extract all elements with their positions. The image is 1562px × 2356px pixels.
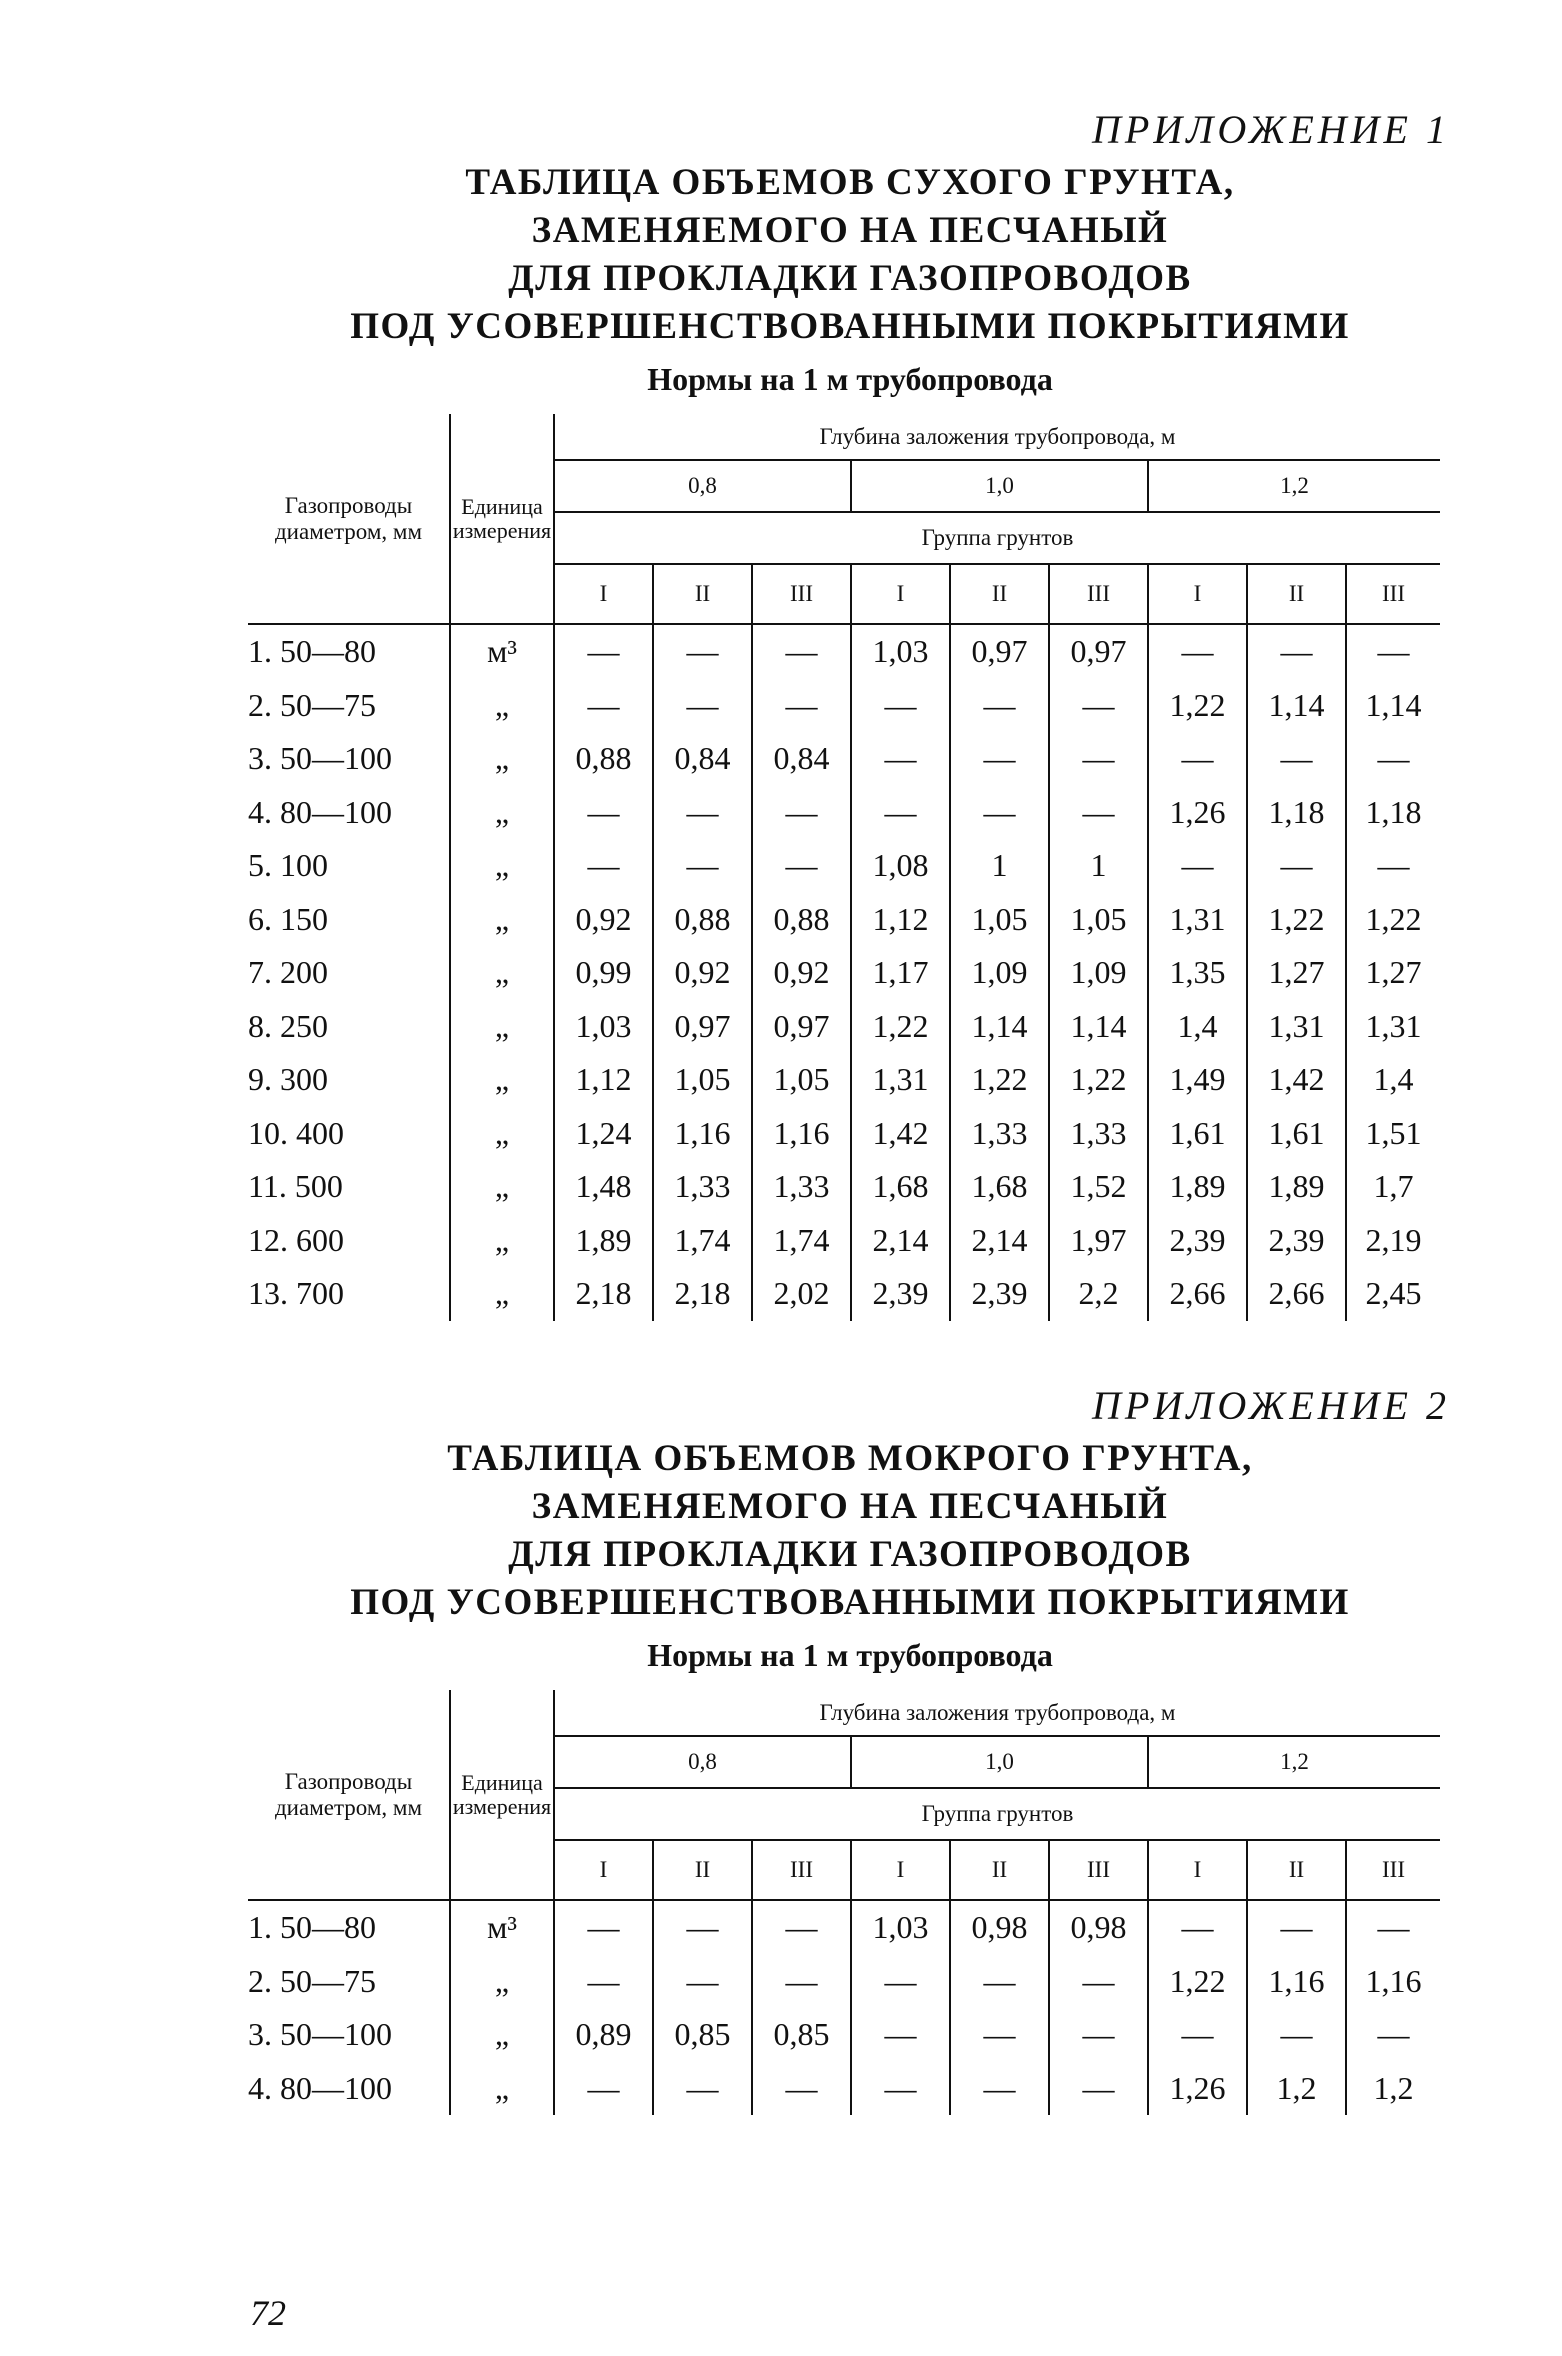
row-unit: „ — [450, 786, 554, 840]
title-line: ЗАМЕНЯЕМОГО НА ПЕСЧАНЫЙ — [531, 1486, 1169, 1527]
value-cell: 1,22 — [1049, 1053, 1148, 1107]
value-cell: 1,27 — [1247, 946, 1346, 1000]
row-label: 2. 50—75 — [248, 686, 376, 723]
value-cell: — — [950, 2008, 1049, 2062]
value-cell: — — [752, 1955, 851, 2009]
unit-header: Единица измерения — [450, 414, 554, 624]
value-cell: — — [950, 1955, 1049, 2009]
value-cell: 1,31 — [851, 1053, 950, 1107]
value-cell: 1,42 — [1247, 1053, 1346, 1107]
value-cell: — — [851, 1955, 950, 2009]
group-header-cell: III — [1049, 1840, 1148, 1900]
row-unit: м³ — [450, 1900, 554, 1955]
value-cell: — — [653, 839, 752, 893]
row-unit: „ — [450, 2008, 554, 2062]
value-cell: — — [1049, 2008, 1148, 2062]
value-cell: 1,14 — [950, 1000, 1049, 1054]
title-line: ЗАМЕНЯЕМОГО НА ПЕСЧАНЫЙ — [531, 210, 1169, 251]
group-header-cell: II — [653, 564, 752, 624]
title-line: ТАБЛИЦА ОБЪЕМОВ МОКРОГО ГРУНТА, — [447, 1438, 1253, 1479]
value-cell: — — [554, 839, 653, 893]
value-cell: — — [1049, 732, 1148, 786]
wet-soil-table-body — [248, 1900, 1440, 2115]
row-unit: „ — [450, 1160, 554, 1214]
group-header-cell: II — [1247, 1840, 1346, 1900]
group-header-cell: II — [950, 564, 1049, 624]
value-cell: 1,22 — [1346, 893, 1440, 947]
dry-soil-table — [248, 414, 1440, 1321]
value-cell: 1,31 — [1148, 893, 1247, 947]
pipe-diameter-header: Газопроводы диаметром, мм — [248, 414, 450, 624]
table-row — [248, 732, 1440, 786]
value-cell: 0,92 — [653, 946, 752, 1000]
table-row — [248, 893, 1440, 947]
value-cell: — — [1049, 679, 1148, 733]
value-cell: — — [1049, 786, 1148, 840]
value-cell: 1,03 — [554, 1000, 653, 1054]
pipe-diameter-header: Газопроводы диаметром, мм — [248, 1690, 450, 1900]
value-cell: 0,89 — [554, 2008, 653, 2062]
row-unit: „ — [450, 839, 554, 893]
value-cell: 1,51 — [1346, 1107, 1440, 1161]
value-cell: — — [554, 624, 653, 679]
value-cell: — — [1247, 2008, 1346, 2062]
value-cell: 1,2 — [1247, 2062, 1346, 2116]
value-cell: — — [1346, 732, 1440, 786]
value-cell: — — [1346, 2008, 1440, 2062]
row-unit: „ — [450, 1107, 554, 1161]
value-cell: 1,18 — [1247, 786, 1346, 840]
row-label: 8. 250 — [248, 1007, 328, 1044]
value-cell: 0,97 — [1049, 624, 1148, 679]
value-cell: 1,22 — [851, 1000, 950, 1054]
appendix-1-heading — [250, 106, 1450, 398]
depth-0-8: 0,8 — [554, 460, 851, 512]
row-unit: „ — [450, 1053, 554, 1107]
value-cell: — — [851, 2062, 950, 2116]
row-unit: „ — [450, 732, 554, 786]
appendix-2-label: ПРИЛОЖЕНИЕ 2 — [1092, 1383, 1450, 1428]
value-cell: 1,31 — [1346, 1000, 1440, 1054]
value-cell: 1,89 — [1247, 1160, 1346, 1214]
value-cell: 1,4 — [1346, 1053, 1440, 1107]
table-row — [248, 1160, 1440, 1214]
row-label: 6. 150 — [248, 900, 328, 937]
table-row — [248, 1000, 1440, 1054]
value-cell: 1,27 — [1346, 946, 1440, 1000]
depth-1-2: 1,2 — [1148, 460, 1440, 512]
value-cell: 1,17 — [851, 946, 950, 1000]
value-cell: 1,22 — [1148, 1955, 1247, 2009]
value-cell: 1,33 — [653, 1160, 752, 1214]
group-header-cell: III — [1346, 1840, 1440, 1900]
value-cell: 0,88 — [653, 893, 752, 947]
value-cell: 2,14 — [950, 1214, 1049, 1268]
value-cell: 1,14 — [1247, 679, 1346, 733]
value-cell: — — [554, 1900, 653, 1955]
value-cell: 1,24 — [554, 1107, 653, 1161]
depth-1-0: 1,0 — [851, 460, 1148, 512]
value-cell: — — [752, 679, 851, 733]
row-label: 13. 700 — [248, 1275, 344, 1312]
value-cell: — — [752, 1900, 851, 1955]
value-cell: 1,48 — [554, 1160, 653, 1214]
value-cell: 1,08 — [851, 839, 950, 893]
row-label: 1. 50—80 — [248, 633, 376, 670]
value-cell: 2,66 — [1148, 1267, 1247, 1321]
value-cell: 0,98 — [950, 1900, 1049, 1955]
dry-soil-table-body — [248, 624, 1440, 1321]
value-cell: 1,4 — [1148, 1000, 1247, 1054]
soil-group-header: Группа грунтов — [554, 1788, 1440, 1840]
value-cell: 2,39 — [1148, 1214, 1247, 1268]
value-cell: 1,16 — [653, 1107, 752, 1161]
value-cell: 1,22 — [1148, 679, 1247, 733]
value-cell: 2,02 — [752, 1267, 851, 1321]
value-cell: 1,12 — [554, 1053, 653, 1107]
row-label: 7. 200 — [248, 954, 328, 991]
value-cell: 1,97 — [1049, 1214, 1148, 1268]
appendix-2-norms: Нормы на 1 м трубопровода — [647, 1637, 1053, 1673]
row-label: 12. 600 — [248, 1221, 344, 1258]
value-cell: — — [1049, 1955, 1148, 2009]
row-unit: „ — [450, 2062, 554, 2116]
appendix-1-norms: Нормы на 1 м трубопровода — [647, 361, 1053, 397]
value-cell: 0,99 — [554, 946, 653, 1000]
value-cell: 1 — [1049, 839, 1148, 893]
group-header-cell: II — [1247, 564, 1346, 624]
value-cell: 1,16 — [1346, 1955, 1440, 2009]
value-cell: — — [653, 624, 752, 679]
value-cell: 1,35 — [1148, 946, 1247, 1000]
value-cell: — — [851, 732, 950, 786]
row-label: 3. 50—100 — [248, 2016, 392, 2053]
value-cell: — — [950, 2062, 1049, 2116]
value-cell: 1,14 — [1346, 679, 1440, 733]
table-row — [248, 2008, 1440, 2062]
value-cell: 2,39 — [1247, 1214, 1346, 1268]
row-label: 2. 50—75 — [248, 1962, 376, 1999]
title-line: ТАБЛИЦА ОБЪЕМОВ СУХОГО ГРУНТА, — [465, 162, 1235, 203]
value-cell: — — [554, 679, 653, 733]
value-cell: 1,74 — [653, 1214, 752, 1268]
value-cell: 1,7 — [1346, 1160, 1440, 1214]
row-label: 5. 100 — [248, 847, 328, 884]
group-header-cell: I — [1148, 1840, 1247, 1900]
depth-header: Глубина заложения трубопровода, м — [554, 1690, 1440, 1736]
wet-soil-table — [248, 1690, 1440, 2115]
value-cell: — — [1247, 1900, 1346, 1955]
value-cell: 2,19 — [1346, 1214, 1440, 1268]
value-cell: — — [950, 679, 1049, 733]
group-header-cell: III — [1346, 564, 1440, 624]
row-label: 9. 300 — [248, 1061, 328, 1098]
value-cell: 0,85 — [653, 2008, 752, 2062]
group-header-cell: II — [653, 1840, 752, 1900]
value-cell: — — [851, 2008, 950, 2062]
value-cell: — — [554, 786, 653, 840]
value-cell: 1,68 — [950, 1160, 1049, 1214]
table-row — [248, 2062, 1440, 2116]
value-cell: — — [1346, 624, 1440, 679]
value-cell: 0,97 — [950, 624, 1049, 679]
group-header-cell: III — [752, 564, 851, 624]
row-unit: „ — [450, 1214, 554, 1268]
table-row — [248, 839, 1440, 893]
value-cell: — — [752, 839, 851, 893]
value-cell: — — [1346, 839, 1440, 893]
value-cell: 0,84 — [752, 732, 851, 786]
value-cell: — — [653, 2062, 752, 2116]
value-cell: 1,89 — [1148, 1160, 1247, 1214]
row-label: 1. 50—80 — [248, 1909, 376, 1946]
value-cell: 2,39 — [950, 1267, 1049, 1321]
row-unit: „ — [450, 893, 554, 947]
title-line: ДЛЯ ПРОКЛАДКИ ГАЗОПРОВОДОВ — [508, 1534, 1192, 1575]
value-cell: 1,61 — [1148, 1107, 1247, 1161]
value-cell: 1,33 — [752, 1160, 851, 1214]
group-header-cell: I — [554, 564, 653, 624]
value-cell: 1,16 — [752, 1107, 851, 1161]
appendix-1-title — [250, 159, 1450, 351]
value-cell: 1,33 — [950, 1107, 1049, 1161]
appendix-2-title — [250, 1435, 1450, 1627]
value-cell: — — [653, 679, 752, 733]
table-row — [248, 1214, 1440, 1268]
value-cell: — — [1148, 624, 1247, 679]
value-cell: 0,84 — [653, 732, 752, 786]
value-cell: 1,14 — [1049, 1000, 1148, 1054]
group-header-cell: II — [950, 1840, 1049, 1900]
row-unit: „ — [450, 946, 554, 1000]
value-cell: 1,09 — [950, 946, 1049, 1000]
group-header-cell: I — [851, 1840, 950, 1900]
value-cell: 0,97 — [653, 1000, 752, 1054]
value-cell: 1,33 — [1049, 1107, 1148, 1161]
value-cell: 1,52 — [1049, 1160, 1148, 1214]
title-line: ДЛЯ ПРОКЛАДКИ ГАЗОПРОВОДОВ — [508, 258, 1192, 299]
value-cell: — — [1148, 1900, 1247, 1955]
value-cell: 1,26 — [1148, 2062, 1247, 2116]
value-cell: 1,74 — [752, 1214, 851, 1268]
group-header-cell: III — [752, 1840, 851, 1900]
table-row — [248, 1955, 1440, 2009]
group-header-cell: I — [1148, 564, 1247, 624]
table-row — [248, 1053, 1440, 1107]
value-cell: — — [1148, 2008, 1247, 2062]
table-row — [248, 1107, 1440, 1161]
value-cell: 1,26 — [1148, 786, 1247, 840]
value-cell: 1,22 — [950, 1053, 1049, 1107]
row-unit: м³ — [450, 624, 554, 679]
depth-0-8: 0,8 — [554, 1736, 851, 1788]
value-cell: 1,09 — [1049, 946, 1148, 1000]
row-label: 4. 80—100 — [248, 2069, 392, 2106]
value-cell: 1,68 — [851, 1160, 950, 1214]
value-cell: — — [1247, 732, 1346, 786]
row-label: 11. 500 — [248, 1168, 343, 1205]
value-cell: 0,92 — [554, 893, 653, 947]
value-cell: 1,16 — [1247, 1955, 1346, 2009]
value-cell: 1,18 — [1346, 786, 1440, 840]
page-number: 72 — [250, 2293, 286, 2333]
value-cell: 2,2 — [1049, 1267, 1148, 1321]
value-cell: — — [1247, 624, 1346, 679]
row-label: 3. 50—100 — [248, 740, 392, 777]
group-header-cell: III — [1049, 564, 1148, 624]
value-cell: 2,18 — [653, 1267, 752, 1321]
value-cell: — — [950, 732, 1049, 786]
value-cell: 0,88 — [752, 893, 851, 947]
value-cell: — — [1148, 839, 1247, 893]
table-row — [248, 946, 1440, 1000]
table-row — [248, 679, 1440, 733]
value-cell: 2,66 — [1247, 1267, 1346, 1321]
appendix-1-label: ПРИЛОЖЕНИЕ 1 — [1092, 107, 1450, 152]
value-cell: 1,03 — [851, 1900, 950, 1955]
appendix-2-heading — [250, 1382, 1450, 1674]
value-cell: 1,42 — [851, 1107, 950, 1161]
value-cell: — — [1049, 2062, 1148, 2116]
value-cell: 1,31 — [1247, 1000, 1346, 1054]
depth-header: Глубина заложения трубопровода, м — [554, 414, 1440, 460]
row-unit: „ — [450, 679, 554, 733]
value-cell: 2,18 — [554, 1267, 653, 1321]
table-row — [248, 624, 1440, 679]
value-cell: 1,61 — [1247, 1107, 1346, 1161]
value-cell: 2,39 — [851, 1267, 950, 1321]
row-unit: „ — [450, 1955, 554, 2009]
value-cell: — — [653, 786, 752, 840]
value-cell: 1,05 — [653, 1053, 752, 1107]
soil-group-header: Группа грунтов — [554, 512, 1440, 564]
value-cell: — — [1247, 839, 1346, 893]
title-line: ПОД УСОВЕРШЕНСТВОВАННЫМИ ПОКРЫТИЯМИ — [350, 306, 1350, 347]
group-header-cell: I — [554, 1840, 653, 1900]
value-cell: — — [1346, 1900, 1440, 1955]
value-cell: — — [653, 1955, 752, 2009]
value-cell: 1,89 — [554, 1214, 653, 1268]
value-cell: 0,85 — [752, 2008, 851, 2062]
value-cell: — — [653, 1900, 752, 1955]
value-cell: — — [752, 786, 851, 840]
value-cell: 0,88 — [554, 732, 653, 786]
value-cell: 2,14 — [851, 1214, 950, 1268]
value-cell: — — [851, 679, 950, 733]
value-cell: — — [1148, 732, 1247, 786]
value-cell: 2,45 — [1346, 1267, 1440, 1321]
value-cell: 0,98 — [1049, 1900, 1148, 1955]
table-row — [248, 786, 1440, 840]
value-cell: — — [851, 786, 950, 840]
row-label: 4. 80—100 — [248, 793, 392, 830]
value-cell: 1,05 — [950, 893, 1049, 947]
row-label: 10. 400 — [248, 1114, 344, 1151]
title-line: ПОД УСОВЕРШЕНСТВОВАННЫМИ ПОКРЫТИЯМИ — [350, 1582, 1350, 1623]
value-cell: 1,12 — [851, 893, 950, 947]
table-row — [248, 1267, 1440, 1321]
row-unit: „ — [450, 1267, 554, 1321]
unit-header: Единица измерения — [450, 1690, 554, 1900]
value-cell: — — [554, 1955, 653, 2009]
value-cell: — — [752, 624, 851, 679]
value-cell: — — [554, 2062, 653, 2116]
value-cell: 1 — [950, 839, 1049, 893]
value-cell: — — [950, 786, 1049, 840]
depth-1-0: 1,0 — [851, 1736, 1148, 1788]
value-cell: 1,05 — [1049, 893, 1148, 947]
value-cell: 1,03 — [851, 624, 950, 679]
value-cell: — — [752, 2062, 851, 2116]
depth-1-2: 1,2 — [1148, 1736, 1440, 1788]
value-cell: 1,49 — [1148, 1053, 1247, 1107]
row-unit: „ — [450, 1000, 554, 1054]
table-row — [248, 1900, 1440, 1955]
group-header-cell: I — [851, 564, 950, 624]
value-cell: 0,97 — [752, 1000, 851, 1054]
value-cell: 1,2 — [1346, 2062, 1440, 2116]
value-cell: 1,05 — [752, 1053, 851, 1107]
value-cell: 1,22 — [1247, 893, 1346, 947]
value-cell: 0,92 — [752, 946, 851, 1000]
